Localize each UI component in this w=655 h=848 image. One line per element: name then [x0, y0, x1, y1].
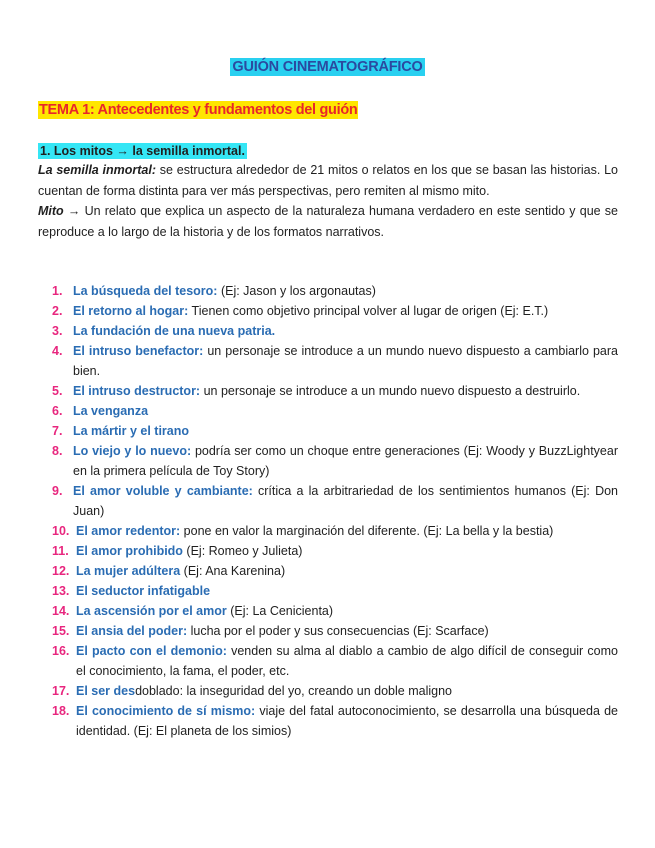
- item-number: 14.: [52, 604, 70, 618]
- myths-list: [38, 281, 618, 741]
- item-name: El seductor infatigable: [76, 584, 211, 598]
- item-name: El ser des: [76, 684, 136, 698]
- item-desc: (Ej: Jason y los argonautas): [217, 284, 376, 298]
- item-number: 2.: [52, 304, 63, 318]
- item-name: Lo viejo y lo nuevo:: [73, 444, 192, 458]
- item-desc: pone en valor la marginación del diferente. (Ej: La bella y la bestia): [180, 524, 554, 538]
- semilla-text: se estructura alrededor de 21 mitos o relatos en los que se basan las historias. Lo cuentan de forma distinta para ver más perspectivas, pero remiten al mismo mito.: [38, 163, 618, 198]
- list-item: [38, 481, 618, 521]
- item-number: 15.: [52, 624, 70, 638]
- list-item: [38, 581, 618, 601]
- item-name: La ascensión por el amor: [76, 604, 227, 618]
- list-item: [38, 341, 618, 381]
- item-desc: crítica a la arbitrariedad de los sentimientos humanos (Ej: Don Juan): [73, 484, 618, 518]
- list-item: [38, 281, 618, 301]
- mito-text: → Un relato que explica un aspecto de la naturaleza humana verdadero en este sentido y que se reproduce a lo largo de la historia y de los formatos narrativos.: [38, 204, 618, 239]
- intro-paragraphs: [38, 160, 618, 242]
- item-name: El intruso benefactor:: [73, 344, 204, 358]
- item-desc: venden su alma al diablo a cambio de algo difícil de conseguir como el conocimiento, la fama, el poder, etc.: [76, 644, 618, 678]
- item-number: 1.: [52, 284, 63, 298]
- item-number: 11.: [52, 544, 69, 558]
- list-item: [38, 561, 618, 581]
- item-desc: (Ej: La Cenicienta): [226, 604, 334, 618]
- list-item: [38, 701, 618, 741]
- item-name: La mujer adúltera: [76, 564, 181, 578]
- list-item: [38, 421, 618, 441]
- semilla-paragraph: [38, 160, 618, 201]
- list-item: [38, 381, 618, 401]
- item-name: La venganza: [73, 404, 149, 418]
- item-number: 13.: [52, 584, 70, 598]
- item-name: La fundación de una nueva patria.: [73, 324, 276, 338]
- item-desc: podría ser como un choque entre generaciones (Ej: Woody y BuzzLightyear en la primera película de Toy Story): [73, 444, 618, 478]
- document-title-text: GUIÓN CINEMATOGRÁFICO: [232, 59, 423, 75]
- section-heading: [38, 142, 247, 160]
- list-item: [38, 301, 618, 321]
- item-number: 4.: [52, 344, 63, 358]
- list-item: [38, 681, 618, 701]
- item-desc: Tienen como objetivo principal volver al lugar de origen (Ej: E.T.): [188, 304, 549, 318]
- list-item: [38, 541, 618, 561]
- semilla-term: La semilla inmortal:: [38, 163, 156, 177]
- item-desc: un personaje se introduce a un mundo nuevo dispuesto a destruirlo.: [200, 384, 581, 398]
- item-number: 10.: [52, 524, 70, 538]
- item-desc: un personaje se introduce a un mundo nuevo dispuesto a cambiarlo para bien.: [73, 344, 618, 378]
- list-item: [38, 621, 618, 641]
- item-number: 7.: [52, 424, 63, 438]
- mito-paragraph: [38, 201, 618, 242]
- item-number: 18.: [52, 704, 70, 718]
- item-desc: viaje del fatal autoconocimiento, se desarrolla una búsqueda de identidad. (Ej: El planeta de los simios): [76, 704, 618, 738]
- item-desc: (Ej: Ana Karenina): [180, 564, 286, 578]
- item-number: 8.: [52, 444, 63, 458]
- item-number: 16.: [52, 644, 70, 658]
- item-number: 12.: [52, 564, 70, 578]
- item-name: El intruso destructor:: [73, 384, 201, 398]
- item-name: El pacto con el demonio:: [76, 644, 227, 658]
- item-name: El conocimiento de sí mismo:: [76, 704, 256, 718]
- item-name: La búsqueda del tesoro:: [73, 284, 218, 298]
- item-number: 3.: [52, 324, 63, 338]
- item-name: El ansia del poder:: [76, 624, 188, 638]
- item-name: El amor voluble y cambiante:: [73, 484, 253, 498]
- item-number: 5.: [52, 384, 63, 398]
- list-item: [38, 441, 618, 481]
- topic-heading: [38, 101, 358, 119]
- item-name: El amor redentor:: [76, 524, 181, 538]
- section-heading-text: 1. Los mitos → la semilla inmortal.: [40, 144, 245, 158]
- list-item: [38, 601, 618, 621]
- item-desc: lucha por el poder y sus consecuencias (Ej: Scarface): [187, 624, 489, 638]
- item-number: 17.: [52, 684, 70, 698]
- list-item: [38, 401, 618, 421]
- item-desc: doblado: la inseguridad del yo, creando un doble maligno: [135, 684, 452, 698]
- document-title: [0, 58, 655, 76]
- item-number: 6.: [52, 404, 63, 418]
- list-item: [38, 521, 618, 541]
- item-desc: (Ej: Romeo y Julieta): [182, 544, 303, 558]
- list-item: [38, 641, 618, 681]
- item-name: La mártir y el tirano: [73, 424, 190, 438]
- mito-term: Mito: [38, 204, 64, 218]
- item-name: El amor prohibido: [76, 544, 183, 558]
- item-number: 9.: [52, 484, 63, 498]
- item-name: El retorno al hogar:: [73, 304, 189, 318]
- list-item: [38, 321, 618, 341]
- topic-heading-text: TEMA 1: Antecedentes y fundamentos del guión: [39, 102, 358, 118]
